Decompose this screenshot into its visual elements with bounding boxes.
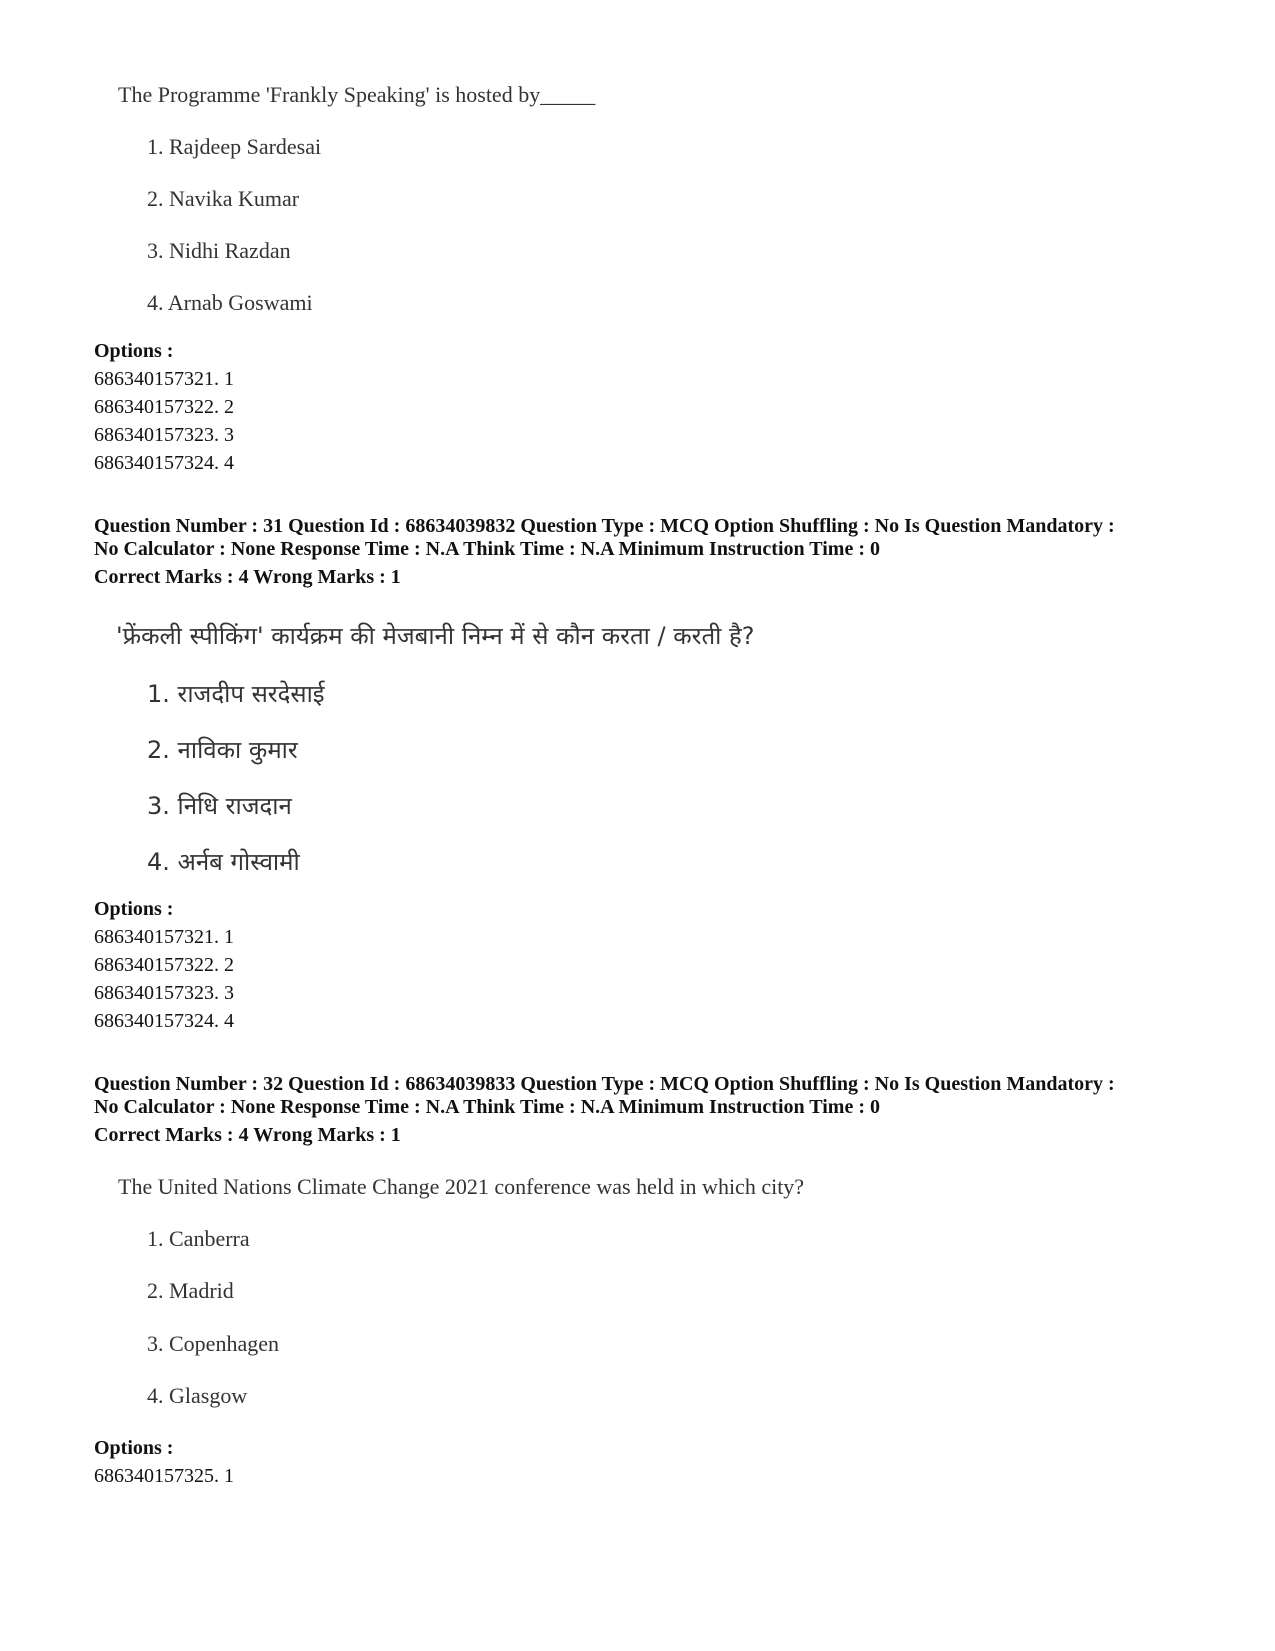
choice-item: 1. राजदीप सरदेसाई [147, 680, 325, 708]
option-id: 686340157323. 3 [94, 982, 234, 1004]
question-text: 'फ्रेंकली स्पीकिंग' कार्यक्रम की मेजबानी निम्न में से कौन करता / करती है? [116, 622, 755, 650]
choice-item: 3. Copenhagen [147, 1331, 279, 1356]
choice-item: 3. निधि राजदान [147, 792, 292, 820]
options-label: Options : [94, 340, 174, 362]
question-meta: Question Number : 32 Question Id : 68634039833 Question Type : MCQ Option Shuffling : No Is Question Mandatory : [94, 1073, 1115, 1095]
option-id: 686340157321. 1 [94, 926, 234, 948]
marks-line: Correct Marks : 4 Wrong Marks : 1 [94, 1124, 401, 1146]
option-id: 686340157322. 2 [94, 396, 234, 418]
option-id: 686340157325. 1 [94, 1465, 234, 1487]
choice-item: 3. Nidhi Razdan [147, 238, 291, 263]
choice-item: 4. अर्नब गोस्वामी [147, 848, 300, 876]
marks-line: Correct Marks : 4 Wrong Marks : 1 [94, 566, 401, 588]
choice-item: 2. नाविका कुमार [147, 736, 298, 764]
question-text: The Programme 'Frankly Speaking' is hosted by_____ [118, 82, 596, 107]
option-id: 686340157324. 4 [94, 452, 234, 474]
choice-item: 2. Navika Kumar [147, 186, 300, 211]
choice-item: 2. Madrid [147, 1278, 234, 1303]
question-meta: No Calculator : None Response Time : N.A Think Time : N.A Minimum Instruction Time : 0 [94, 538, 880, 560]
choice-item: 1. Rajdeep Sardesai [147, 134, 322, 159]
question-meta: No Calculator : None Response Time : N.A Think Time : N.A Minimum Instruction Time : 0 [94, 1096, 880, 1118]
question-meta: Question Number : 31 Question Id : 68634039832 Question Type : MCQ Option Shuffling : No Is Question Mandatory : [94, 515, 1115, 537]
option-id: 686340157323. 3 [94, 424, 234, 446]
choice-item: 1. Canberra [147, 1226, 250, 1251]
choice-item: 4. Glasgow [147, 1383, 248, 1408]
option-id: 686340157324. 4 [94, 1010, 234, 1032]
question-text: The United Nations Climate Change 2021 conference was held in which city? [118, 1174, 805, 1199]
option-id: 686340157322. 2 [94, 954, 234, 976]
choice-item: 4. Arnab Goswami [147, 290, 313, 315]
option-id: 686340157321. 1 [94, 368, 234, 390]
options-label: Options : [94, 1437, 174, 1459]
options-label: Options : [94, 898, 174, 920]
